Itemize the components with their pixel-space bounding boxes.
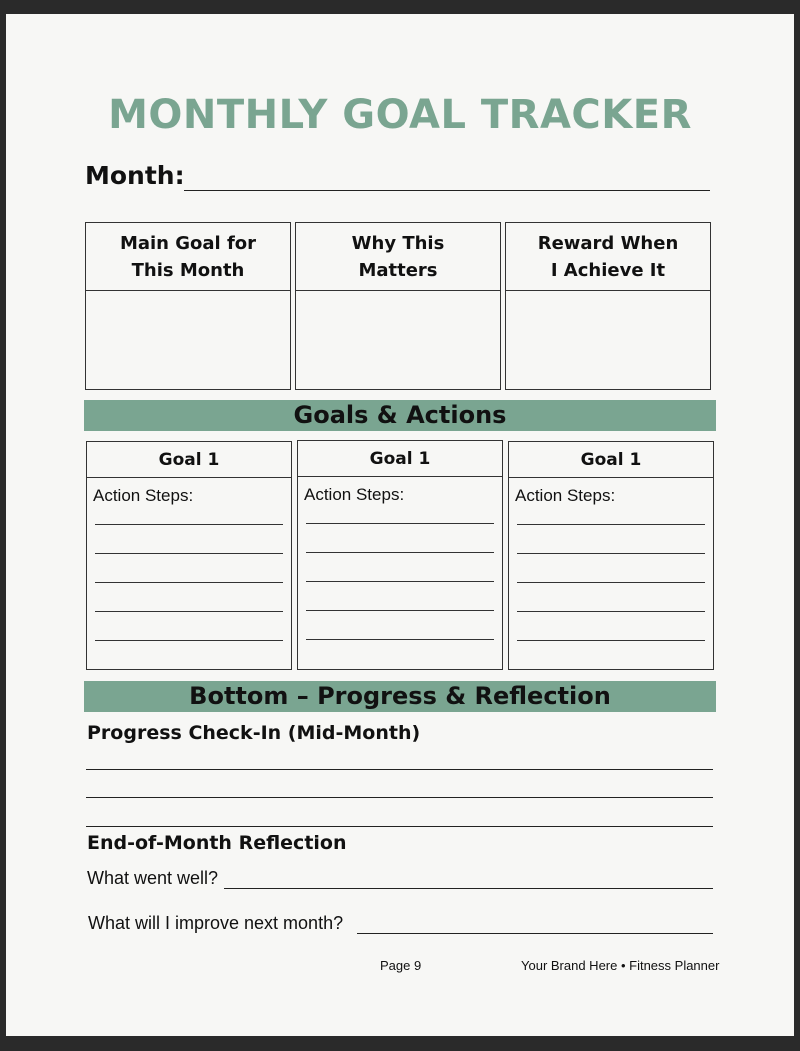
action-step-line[interactable] <box>517 640 705 641</box>
goal-title: Goal 1 <box>298 441 502 477</box>
why-matters-header <box>296 223 500 291</box>
action-step-line[interactable] <box>517 553 705 554</box>
goal-box-3[interactable] <box>508 441 714 670</box>
goal-box-1[interactable] <box>86 441 292 670</box>
goals-section-bar: Goals & Actions <box>84 400 716 431</box>
action-step-line[interactable] <box>306 552 494 553</box>
main-goal-label-line1: Main Goal for <box>119 232 257 254</box>
improve-line[interactable] <box>357 933 713 934</box>
why-matters-label-line2: Matters <box>358 259 438 281</box>
month-label: Month: <box>85 161 185 190</box>
improve-label: What will I improve next month? <box>88 913 344 933</box>
action-step-line[interactable] <box>517 611 705 612</box>
reward-label-line2: I Achieve It <box>550 259 666 281</box>
goal-title: Goal 1 <box>87 442 291 478</box>
why-matters-box[interactable] <box>295 222 501 390</box>
reflection-section-bar: Bottom – Progress & Reflection <box>84 681 716 712</box>
brand-footer: Your Brand Here • Fitness Planner <box>521 958 720 973</box>
action-step-line[interactable] <box>95 582 283 583</box>
reward-box[interactable] <box>505 222 711 390</box>
action-step-line[interactable] <box>306 523 494 524</box>
action-step-line[interactable] <box>306 639 494 640</box>
progress-line[interactable] <box>86 826 713 827</box>
action-step-line[interactable] <box>517 524 705 525</box>
action-step-line[interactable] <box>95 611 283 612</box>
why-matters-label-line1: Why This <box>351 232 445 254</box>
action-step-line[interactable] <box>517 582 705 583</box>
action-step-line[interactable] <box>95 640 283 641</box>
reward-header <box>506 223 710 291</box>
goal-box-2[interactable] <box>297 440 503 670</box>
progress-line[interactable] <box>86 797 713 798</box>
page-title: MONTHLY GOAL TRACKER <box>108 92 692 138</box>
reward-label-line1: Reward When <box>537 232 679 254</box>
went-well-label: What went well? <box>87 868 219 888</box>
month-input-line[interactable] <box>184 190 710 191</box>
action-step-line[interactable] <box>95 524 283 525</box>
action-step-line[interactable] <box>95 553 283 554</box>
went-well-line[interactable] <box>224 888 713 889</box>
action-steps-label: Action Steps: <box>304 485 405 504</box>
action-steps-label: Action Steps: <box>93 486 194 505</box>
page-number: Page 9 <box>380 958 422 973</box>
progress-line[interactable] <box>86 769 713 770</box>
main-goal-header <box>86 223 290 291</box>
action-steps-label: Action Steps: <box>515 486 616 505</box>
main-goal-box[interactable] <box>85 222 291 390</box>
progress-check-in-label: Progress Check-In (Mid-Month) <box>87 722 421 744</box>
goal-title: Goal 1 <box>509 442 713 478</box>
action-step-line[interactable] <box>306 610 494 611</box>
main-goal-label-line2: This Month <box>131 259 245 281</box>
action-step-line[interactable] <box>306 581 494 582</box>
end-of-month-reflection-label: End-of-Month Reflection <box>87 832 347 854</box>
